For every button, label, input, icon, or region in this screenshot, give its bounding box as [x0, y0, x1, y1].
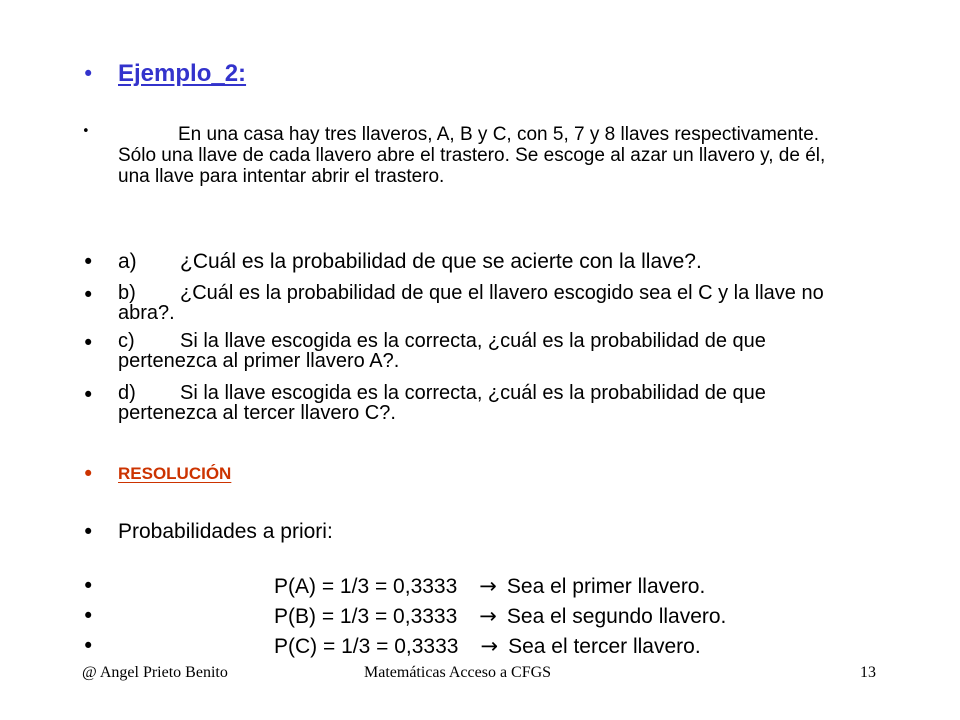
question-label: b) — [118, 282, 136, 304]
bullet: • — [82, 574, 95, 598]
question-label: c) — [118, 330, 135, 352]
prior-description: Sea el primer llavero. — [506, 575, 706, 598]
bullet: • — [82, 124, 90, 139]
bullet: • — [82, 634, 95, 658]
footer-author: @ Angel Prieto Benito — [82, 664, 228, 681]
page-number: 13 — [860, 664, 876, 681]
question-text: ¿Cuál es la probabilidad de que se acierte con la llave?. — [180, 250, 702, 273]
bullet: • — [82, 383, 95, 407]
question-label: d) — [118, 382, 136, 404]
bullet: • — [82, 283, 95, 307]
prior-description: Sea el segundo llavero. — [506, 605, 727, 628]
problem-statement: En una casa hay tres llaveros, A, B y C, con 5, 7 y 8 llaves respectivamente. Sólo una llave de cada llavero abre el trastero. Se escoge al azar un llavero y, de él, una llave para intentar abrir el trastero. — [118, 124, 826, 187]
prior-expression: P(B) = 1/3 = 0,3333 — [274, 605, 458, 628]
bullet: • — [82, 604, 95, 628]
question-text: Si la llave escogida es la correcta, ¿cuál es la probabilidad de que pertenezca al tercer llavero C?. — [118, 382, 766, 424]
priori-label: Probabilidades a priori: — [118, 520, 333, 543]
resolution-heading: RESOLUCIÓN — [118, 464, 232, 483]
arrow-icon: → — [479, 574, 497, 598]
question-label: a) — [118, 250, 137, 273]
question-text: Si la llave escogida es la correcta, ¿cuál es la probabilidad de que pertenezca al primer llavero A?. — [118, 330, 766, 372]
arrow-icon: → — [480, 634, 499, 658]
bullet: • — [82, 331, 95, 355]
arrow-icon: → — [479, 604, 497, 628]
question-text: ¿Cuál es la probabilidad de que el llavero escogido sea el C y la llave no abra?. — [118, 282, 824, 324]
prior-expression: P(A) = 1/3 = 0,3333 — [274, 575, 458, 598]
prior-description: Sea el tercer llavero. — [508, 635, 701, 658]
bullet: • — [82, 62, 95, 86]
footer-course: Matemáticas Acceso a CFGS — [364, 664, 552, 681]
prior-expression: P(C) = 1/3 = 0,3333 — [274, 635, 459, 658]
bullet: • — [82, 520, 95, 544]
footer — [0, 664, 960, 688]
bullet: • — [82, 462, 95, 486]
bullet: • — [82, 250, 95, 274]
slide-title: Ejemplo_2: — [118, 60, 247, 87]
